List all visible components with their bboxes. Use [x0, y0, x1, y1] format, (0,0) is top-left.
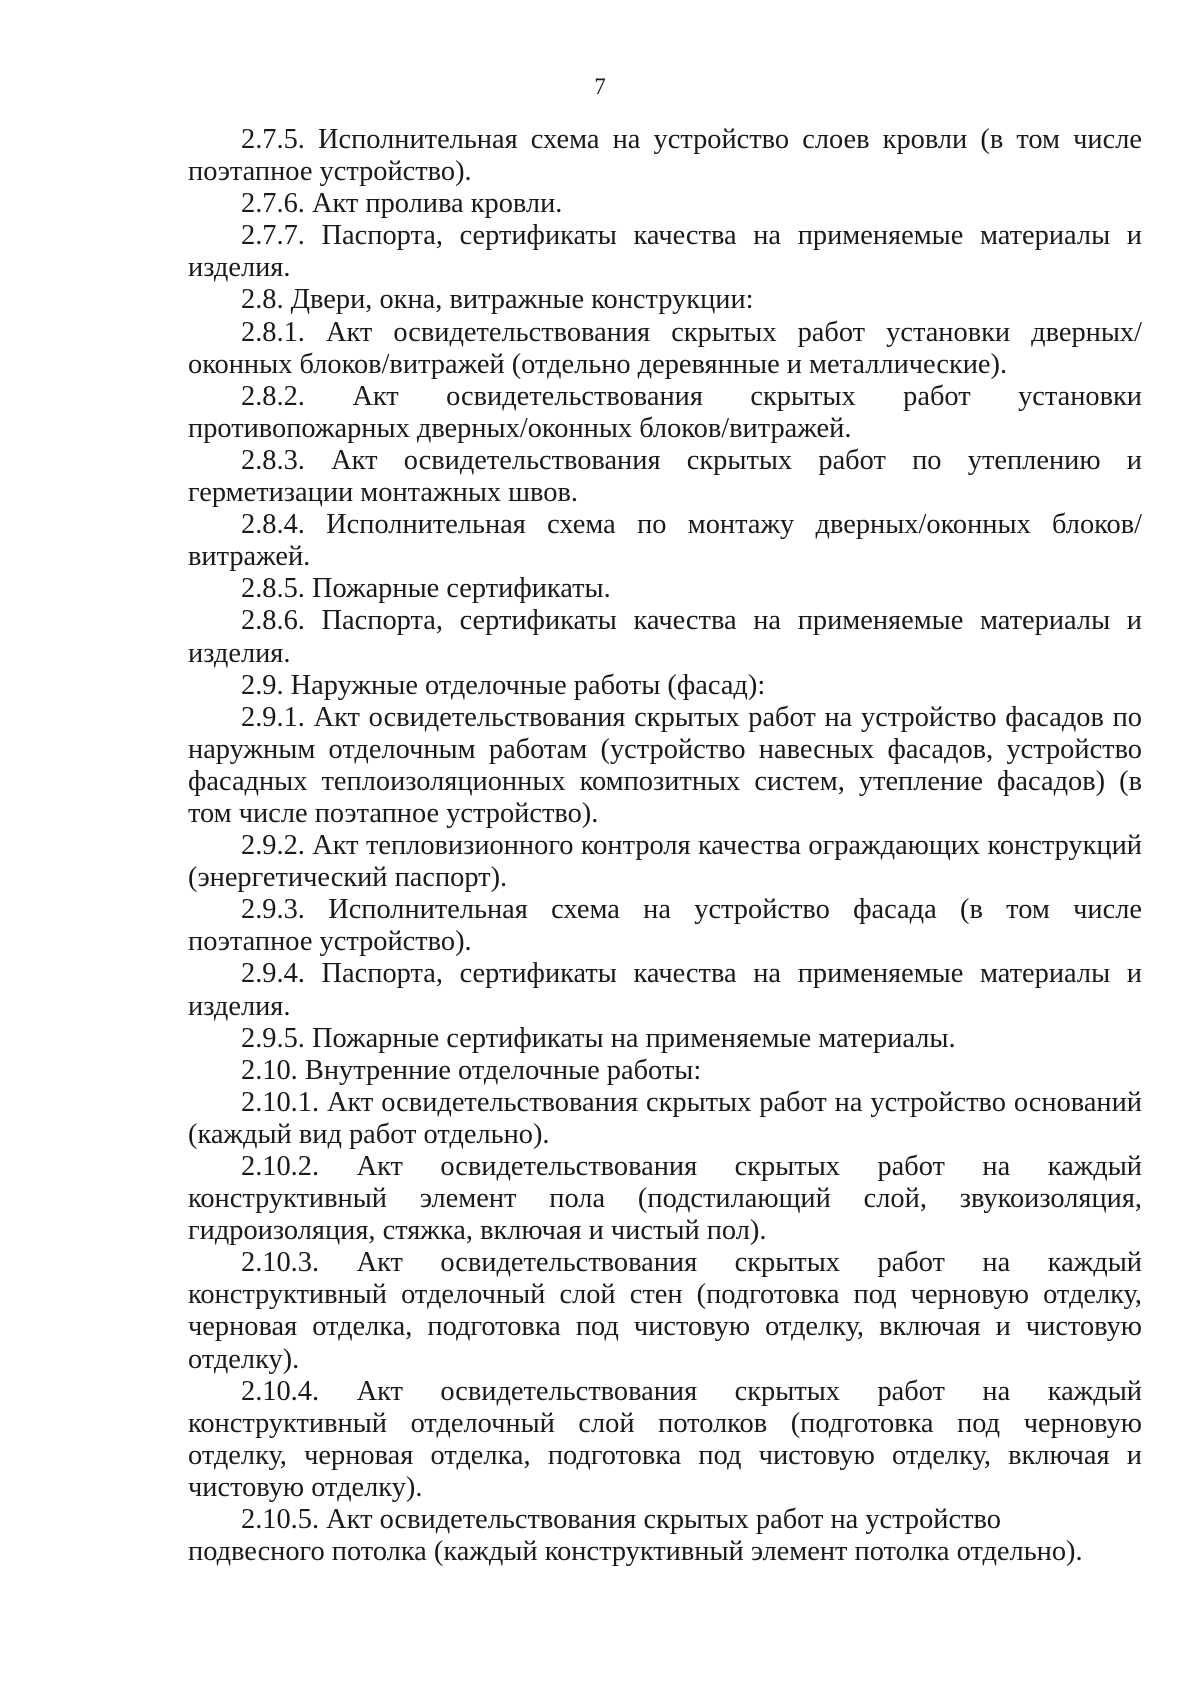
- paragraph-2-7-5: 2.7.5. Исполнительная схема на устройство слоев кровли (в том числе поэтапное устройство).: [188, 124, 1142, 188]
- paragraph-2-10-5: 2.10.5. Акт освидетельствования скрытых работ на устройство подвесного потолка (каждый конструктивный элемент потолка отдельно).: [188, 1504, 1083, 1568]
- paragraph-2-9-1: 2.9.1. Акт освидетельствования скрытых работ на устройство фасадов по наружным отделочным работам (устройство навесных фасадов, устройство фасадных теплоизоляционных композитных систем, утепление фасадов) (в том числе поэтапное устройство).: [188, 701, 1142, 829]
- paragraph-2-9-5: 2.9.5. Пожарные сертификаты на применяемые материалы.: [241, 1022, 956, 1054]
- paragraph-2-8-4: 2.8.4. Исполнительная схема по монтажу дверных/оконных блоков/витражей.: [188, 509, 1142, 573]
- paragraph-2-8-6: 2.8.6. Паспорта, сертификаты качества на применяемые материалы и изделия.: [188, 605, 1142, 669]
- paragraph-2-9-2: 2.9.2. Акт тепловизионного контроля качества ограждающих конструкций (энергетический паспорт).: [188, 830, 1142, 894]
- page-number: 7: [594, 74, 606, 99]
- section-heading-2-8: 2.8. Двери, окна, витражные конструкции:: [241, 284, 754, 316]
- section-heading-2-10: 2.10. Внутренние отделочные работы:: [241, 1054, 702, 1086]
- paragraph-2-10-1: 2.10.1. Акт освидетельствования скрытых работ на устройство оснований (каждый вид работ отдельно).: [188, 1086, 1142, 1150]
- paragraph-2-8-5: 2.8.5. Пожарные сертификаты.: [241, 573, 611, 605]
- paragraph-2-9-3: 2.9.3. Исполнительная схема на устройство фасада (в том числе поэтапное устройство).: [188, 894, 1142, 958]
- paragraph-2-9-4: 2.9.4. Паспорта, сертификаты качества на применяемые материалы и изделия.: [188, 958, 1142, 1022]
- paragraph-2-10-2: 2.10.2. Акт освидетельствования скрытых работ на каждый конструктивный элемент пола (подстилающий слой, звукоизоляция, гидроизоляция, стяжка, включая и чистый пол).: [188, 1151, 1142, 1247]
- paragraph-2-10-4: 2.10.4. Акт освидетельствования скрытых работ на каждый конструктивный отделочный слой потолков (подготовка под черновую отделку, черновая отделка, подготовка под чистовую отделку, включая и чистовую отделку).: [188, 1375, 1142, 1503]
- paragraph-2-7-6: 2.7.6. Акт пролива кровли.: [241, 188, 563, 220]
- paragraph-2-8-3: 2.8.3. Акт освидетельствования скрытых работ по утеплению и герметизации монтажных швов.: [188, 444, 1142, 509]
- paragraph-2-8-1: 2.8.1. Акт освидетельствования скрытых работ установки дверных/оконных блоков/витражей (отдельно деревянные и металлические).: [188, 316, 1142, 380]
- section-heading-2-9: 2.9. Наружные отделочные работы (фасад):: [241, 669, 766, 701]
- document-body: [188, 124, 1142, 1568]
- paragraph-2-7-7: 2.7.7. Паспорта, сертификаты качества на применяемые материалы и изделия.: [188, 220, 1142, 284]
- paragraph-2-10-3: 2.10.3. Акт освидетельствования скрытых работ на каждый конструктивный отделочный слой стен (подготовка под черновую отделку, черновая отделка, подготовка под чистовую отделку, включая и чистовую отделку).: [188, 1247, 1142, 1375]
- paragraph-2-8-2: 2.8.2. Акт освидетельствования скрытых работ установки противопожарных дверных/оконных блоков/витражей.: [188, 380, 1142, 444]
